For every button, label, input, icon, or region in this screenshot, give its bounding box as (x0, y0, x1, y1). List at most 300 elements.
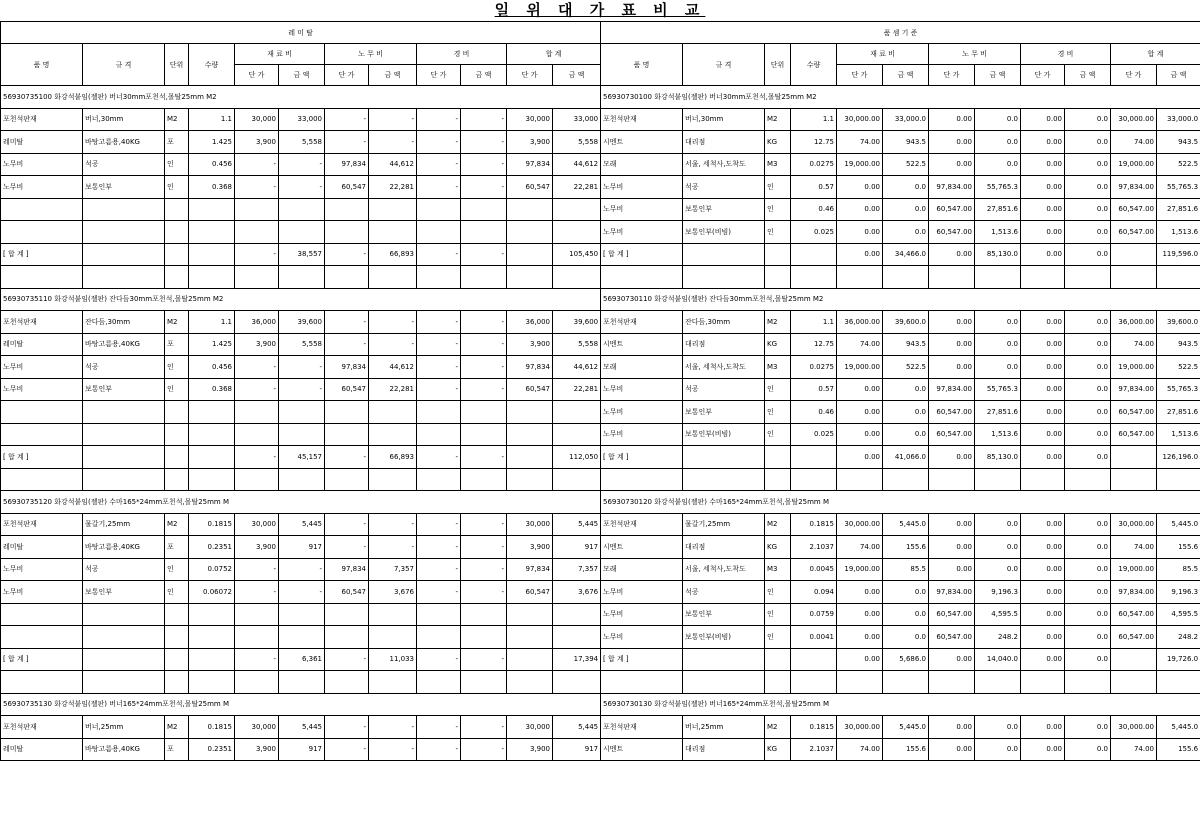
cell-material-amount: 5,558 (279, 131, 325, 154)
cell-total-unit-price (507, 198, 553, 221)
cell-material-unit-price (837, 671, 883, 694)
cell-unit: M2 (165, 108, 189, 131)
cell-expense-unit-price (417, 671, 461, 694)
table-row (1, 626, 601, 649)
cell-total-amount (553, 401, 601, 424)
cell-qty: 1.1 (189, 108, 235, 131)
cell-material-amount: 155.6 (883, 536, 929, 559)
cell-labor-amount: 85,130.0 (975, 446, 1021, 469)
hdr-labor-unit-price: 단 가 (325, 65, 369, 86)
cell-total-amount: 105,450 (553, 243, 601, 266)
cell-name: 시멘트 (601, 333, 683, 356)
cell-expense-unit-price: - (417, 131, 461, 154)
cell-material-unit-price (235, 198, 279, 221)
cell-labor-unit-price: 97,834.00 (929, 378, 975, 401)
cell-expense-amount: 0.0 (1065, 198, 1111, 221)
cell-expense-amount: 0.0 (1065, 626, 1111, 649)
cell-material-amount: 41,066.0 (883, 446, 929, 469)
cell-total-unit-price: 60,547 (507, 176, 553, 199)
cell-material-unit-price: 74.00 (837, 738, 883, 761)
cell-expense-amount: - (461, 153, 507, 176)
cell-qty: 0.368 (189, 176, 235, 199)
cell-name (601, 468, 683, 491)
cell-labor-unit-price: 0.00 (929, 536, 975, 559)
cell-expense-amount: 0.0 (1065, 603, 1111, 626)
hdr-labor-amount: 금 액 (975, 65, 1021, 86)
cell-name: 노무비 (1, 153, 83, 176)
page-title: 일 위 대 가 표 비 교 (494, 1, 706, 19)
cell-unit: 인 (165, 176, 189, 199)
cell-expense-unit-price: - (417, 176, 461, 199)
hdr-name: 품 명 (1, 44, 83, 86)
cell-labor-amount: 0.0 (975, 536, 1021, 559)
cell-labor-amount (975, 266, 1021, 289)
cell-unit: M3 (765, 356, 791, 379)
cell-total-unit-price: 30,000 (507, 108, 553, 131)
table-row (601, 446, 1200, 469)
cell-expense-amount: 0.0 (1065, 648, 1111, 671)
cell-name: 레미탈 (1, 131, 83, 154)
cell-unit (165, 266, 189, 289)
cell-total-amount: 155.6 (1157, 536, 1200, 559)
cell-labor-unit-price: - (325, 648, 369, 671)
table-row (1, 738, 601, 761)
cell-total-unit-price: 60,547.00 (1111, 603, 1157, 626)
cell-material-unit-price (235, 468, 279, 491)
cell-expense-amount: - (461, 333, 507, 356)
table-row (601, 153, 1200, 176)
cell-qty (189, 401, 235, 424)
cell-total-amount (553, 221, 601, 244)
left-panel (0, 21, 600, 819)
cell-unit: KG (765, 333, 791, 356)
cell-labor-unit-price: - (325, 311, 369, 334)
cell-qty: 2.1037 (791, 738, 837, 761)
cell-qty: 0.2351 (189, 738, 235, 761)
group-code-row (601, 491, 1200, 514)
cell-material-unit-price: 30,000 (235, 108, 279, 131)
cell-expense-amount: - (461, 131, 507, 154)
cell-expense-unit-price (417, 221, 461, 244)
cell-total-amount: 39,600.0 (1157, 311, 1200, 334)
cell-expense-amount: - (461, 513, 507, 536)
cell-name: [ 합 계 ] (1, 243, 83, 266)
cell-qty (189, 446, 235, 469)
cell-expense-unit-price: 0.00 (1021, 356, 1065, 379)
cell-labor-unit-price: - (325, 333, 369, 356)
cell-material-amount: 0.0 (883, 198, 929, 221)
cell-total-amount: 39,600 (553, 311, 601, 334)
cell-qty: 0.456 (189, 153, 235, 176)
cell-unit: M3 (765, 558, 791, 581)
cell-unit: M3 (765, 153, 791, 176)
cell-material-amount: 5,445.0 (883, 513, 929, 536)
cell-spec: 보통인부 (83, 378, 165, 401)
cell-qty: 0.1815 (189, 716, 235, 739)
hdr-material: 재 료 비 (837, 44, 929, 65)
cell-total-unit-price: 97,834 (507, 356, 553, 379)
cell-labor-unit-price (929, 266, 975, 289)
cell-expense-unit-price: 0.00 (1021, 198, 1065, 221)
cell-name (1, 221, 83, 244)
cell-name: 시멘트 (601, 536, 683, 559)
cell-expense-unit-price: - (417, 333, 461, 356)
cell-material-unit-price (235, 221, 279, 244)
cell-material-unit-price: 3,900 (235, 738, 279, 761)
cell-name: 노무비 (1, 378, 83, 401)
cell-material-unit-price: 0.00 (837, 176, 883, 199)
cell-total-unit-price: 97,834 (507, 558, 553, 581)
cell-unit: KG (765, 131, 791, 154)
table-row (1, 468, 601, 491)
cell-total-amount (1157, 266, 1200, 289)
cell-material-amount: 0.0 (883, 176, 929, 199)
cell-material-unit-price: 0.00 (837, 221, 883, 244)
cell-labor-unit-price: 97,834 (325, 356, 369, 379)
cell-qty (791, 266, 837, 289)
cell-expense-amount: - (461, 716, 507, 739)
cell-spec: 석공 (83, 356, 165, 379)
cell-unit (165, 198, 189, 221)
group-code-row (1, 86, 601, 109)
cell-labor-amount: 0.0 (975, 153, 1021, 176)
cell-total-amount: 9,196.3 (1157, 581, 1200, 604)
cell-spec (83, 198, 165, 221)
cell-total-unit-price (507, 446, 553, 469)
cell-material-amount: - (279, 356, 325, 379)
hdr-total: 합 계 (1111, 44, 1200, 65)
cell-material-amount (883, 468, 929, 491)
cell-expense-unit-price: - (417, 378, 461, 401)
cell-name: 노무비 (601, 581, 683, 604)
cell-qty: 1.1 (189, 311, 235, 334)
cell-name: 노무비 (1, 176, 83, 199)
table-row (1, 648, 601, 671)
table-row (601, 738, 1200, 761)
cell-labor-unit-price: 0.00 (929, 131, 975, 154)
cell-total-amount: 5,445 (553, 716, 601, 739)
cell-expense-unit-price: - (417, 558, 461, 581)
cell-labor-unit-price: - (325, 108, 369, 131)
cell-expense-amount (461, 266, 507, 289)
cell-total-unit-price: 60,547.00 (1111, 198, 1157, 221)
cell-material-amount: - (279, 153, 325, 176)
table-row (601, 716, 1200, 739)
cell-spec: 잔다듬,30mm (683, 311, 765, 334)
cell-material-unit-price: 36,000 (235, 311, 279, 334)
group-code-row (1, 693, 601, 716)
cell-spec (683, 648, 765, 671)
cell-material-amount: 6,361 (279, 648, 325, 671)
table-row (601, 108, 1200, 131)
cell-spec: 버너,30mm (83, 108, 165, 131)
cell-labor-amount (369, 423, 417, 446)
table-row (1, 356, 601, 379)
cell-material-unit-price (235, 603, 279, 626)
cell-labor-unit-price (929, 671, 975, 694)
cell-name (1, 266, 83, 289)
cell-name (601, 671, 683, 694)
cell-expense-unit-price: - (417, 738, 461, 761)
cell-total-amount: 1,513.6 (1157, 221, 1200, 244)
cell-material-amount: 0.0 (883, 378, 929, 401)
cell-labor-amount: 14,040.0 (975, 648, 1021, 671)
cell-labor-amount: 0.0 (975, 333, 1021, 356)
cell-expense-amount: 0.0 (1065, 108, 1111, 131)
cell-labor-amount (369, 671, 417, 694)
hdr-material: 재 료 비 (235, 44, 325, 65)
cell-expense-amount: - (461, 378, 507, 401)
cell-qty (189, 626, 235, 649)
cell-qty (189, 423, 235, 446)
table-row (601, 626, 1200, 649)
cell-total-amount (553, 198, 601, 221)
cell-expense-amount: - (461, 558, 507, 581)
cell-name: [ 합 계 ] (601, 648, 683, 671)
cell-total-amount: 44,612 (553, 153, 601, 176)
cell-labor-unit-price: 97,834 (325, 558, 369, 581)
cell-qty (189, 221, 235, 244)
table-row (1, 108, 601, 131)
cell-qty: 0.456 (189, 356, 235, 379)
cell-spec: 대리점 (683, 536, 765, 559)
cell-total-amount: 943.5 (1157, 131, 1200, 154)
cell-total-unit-price: 74.00 (1111, 536, 1157, 559)
cell-total-unit-price (1111, 648, 1157, 671)
cell-unit: 인 (765, 626, 791, 649)
group-code: 56930735100 화강석붙임(젤판) 버너30mm포천석,몰탈25mm M2 (1, 86, 601, 109)
cell-total-unit-price: 74.00 (1111, 738, 1157, 761)
cell-labor-amount: 66,893 (369, 446, 417, 469)
cell-material-amount: 0.0 (883, 603, 929, 626)
cell-labor-amount: 7,357 (369, 558, 417, 581)
hdr-total-amount: 금 액 (1157, 65, 1200, 86)
cell-expense-unit-price: - (417, 513, 461, 536)
group-code-row (1, 288, 601, 311)
cell-name: 노무비 (601, 221, 683, 244)
cell-name: 포천석판재 (1, 311, 83, 334)
cell-total-unit-price (1111, 446, 1157, 469)
hdr-total-unit-price: 단 가 (507, 65, 553, 86)
table-row (1, 603, 601, 626)
cell-labor-unit-price: 0.00 (929, 446, 975, 469)
cell-labor-amount: 9,196.3 (975, 581, 1021, 604)
cell-qty (791, 671, 837, 694)
cell-total-amount: 33,000 (553, 108, 601, 131)
cell-labor-amount: 55,765.3 (975, 176, 1021, 199)
hdr-expense-unit-price: 단 가 (1021, 65, 1065, 86)
cell-expense-unit-price: 0.00 (1021, 221, 1065, 244)
cell-name: 노무비 (601, 603, 683, 626)
cell-total-unit-price: 97,834.00 (1111, 176, 1157, 199)
cell-labor-unit-price (325, 266, 369, 289)
hdr-labor: 노 무 비 (325, 44, 417, 65)
cell-total-unit-price: 60,547 (507, 378, 553, 401)
cell-labor-unit-price: 60,547.00 (929, 221, 975, 244)
cell-name (601, 266, 683, 289)
cell-expense-unit-price: 0.00 (1021, 333, 1065, 356)
cell-unit (165, 446, 189, 469)
hdr-expense-amount: 금 액 (461, 65, 507, 86)
cell-total-amount: 522.5 (1157, 153, 1200, 176)
cell-labor-amount: 1,513.6 (975, 221, 1021, 244)
cell-total-unit-price (507, 648, 553, 671)
cell-qty: 0.0041 (791, 626, 837, 649)
cell-total-amount: 27,851.6 (1157, 401, 1200, 424)
cell-total-unit-price: 36,000.00 (1111, 311, 1157, 334)
cell-total-amount: 5,558 (553, 131, 601, 154)
cell-expense-unit-price (1021, 671, 1065, 694)
cell-total-amount (1157, 671, 1200, 694)
table-row (601, 221, 1200, 244)
cell-spec: 대리점 (683, 333, 765, 356)
cell-labor-amount: 22,281 (369, 378, 417, 401)
cell-expense-unit-price: - (417, 243, 461, 266)
cell-total-amount: 3,676 (553, 581, 601, 604)
cell-material-unit-price: - (235, 153, 279, 176)
hdr-labor: 노 무 비 (929, 44, 1021, 65)
cell-labor-amount (369, 198, 417, 221)
cell-expense-amount: - (461, 311, 507, 334)
cell-total-unit-price: 60,547.00 (1111, 626, 1157, 649)
cell-total-amount: 943.5 (1157, 333, 1200, 356)
cell-material-amount: 522.5 (883, 153, 929, 176)
cell-total-unit-price: 60,547 (507, 581, 553, 604)
cell-unit (765, 648, 791, 671)
cell-expense-unit-price: - (417, 536, 461, 559)
cell-expense-unit-price (417, 198, 461, 221)
cell-name: [ 합 계 ] (1, 446, 83, 469)
cell-qty (189, 198, 235, 221)
cell-qty: 0.368 (189, 378, 235, 401)
cell-labor-amount (369, 266, 417, 289)
cell-labor-amount: 27,851.6 (975, 401, 1021, 424)
cell-material-unit-price: - (235, 378, 279, 401)
cell-labor-amount: 44,612 (369, 153, 417, 176)
cell-labor-amount (975, 468, 1021, 491)
cell-qty: 0.0275 (791, 153, 837, 176)
cell-unit: 포 (165, 333, 189, 356)
group-code-row (601, 693, 1200, 716)
cell-name (1, 626, 83, 649)
cell-labor-unit-price: 60,547.00 (929, 423, 975, 446)
cell-unit: 인 (765, 423, 791, 446)
cell-unit (165, 603, 189, 626)
table-row (601, 603, 1200, 626)
cell-labor-amount: 55,765.3 (975, 378, 1021, 401)
cell-name: [ 합 계 ] (601, 243, 683, 266)
cell-labor-amount: 66,893 (369, 243, 417, 266)
cell-labor-amount (369, 603, 417, 626)
cell-name (1, 603, 83, 626)
cell-unit (165, 423, 189, 446)
cell-labor-unit-price: - (325, 446, 369, 469)
table-row (1, 378, 601, 401)
cell-qty: 1.425 (189, 333, 235, 356)
cell-unit: 인 (765, 221, 791, 244)
cell-spec: 석공 (683, 378, 765, 401)
cell-labor-unit-price: - (325, 513, 369, 536)
cell-expense-amount (1065, 266, 1111, 289)
cell-material-unit-price: 0.00 (837, 243, 883, 266)
cell-unit (165, 626, 189, 649)
cell-expense-amount: 0.0 (1065, 333, 1111, 356)
cell-unit (765, 446, 791, 469)
cell-spec (83, 626, 165, 649)
cell-total-amount: 33,000.0 (1157, 108, 1200, 131)
cell-expense-amount: 0.0 (1065, 581, 1111, 604)
cell-spec (83, 446, 165, 469)
cell-spec (683, 671, 765, 694)
cell-labor-unit-price (325, 603, 369, 626)
cell-qty: 0.0045 (791, 558, 837, 581)
table-row (1, 716, 601, 739)
cell-labor-amount: - (369, 311, 417, 334)
cell-name: 노무비 (601, 378, 683, 401)
cell-name: 노무비 (1, 581, 83, 604)
cell-expense-unit-price: 0.00 (1021, 603, 1065, 626)
cell-total-unit-price: 30,000.00 (1111, 513, 1157, 536)
cell-total-unit-price: 30,000 (507, 716, 553, 739)
cell-unit (165, 243, 189, 266)
cell-expense-amount: - (461, 243, 507, 266)
cell-total-unit-price (507, 603, 553, 626)
table-row (1, 311, 601, 334)
left-section-title: 레 미 탈 (1, 22, 601, 44)
cell-total-amount: 5,558 (553, 333, 601, 356)
cell-total-unit-price (507, 468, 553, 491)
cell-labor-unit-price: 0.00 (929, 648, 975, 671)
cell-labor-unit-price: 0.00 (929, 243, 975, 266)
cell-qty: 12.75 (791, 333, 837, 356)
right-section-title: 품 셈 기 준 (601, 22, 1200, 44)
cell-expense-unit-price: 0.00 (1021, 401, 1065, 424)
cell-name: 노무비 (601, 401, 683, 424)
cell-labor-amount: 248.2 (975, 626, 1021, 649)
cell-material-unit-price: - (235, 243, 279, 266)
cell-unit: M2 (165, 513, 189, 536)
hdr-qty: 수량 (791, 44, 837, 86)
cell-unit (165, 648, 189, 671)
cell-expense-unit-price: 0.00 (1021, 378, 1065, 401)
table-row (601, 266, 1200, 289)
cell-labor-amount: 0.0 (975, 558, 1021, 581)
cell-qty: 0.0275 (791, 356, 837, 379)
cell-spec: 물갈기,25mm (83, 513, 165, 536)
cell-expense-unit-price: - (417, 446, 461, 469)
cell-labor-amount: 44,612 (369, 356, 417, 379)
cell-spec (83, 648, 165, 671)
cell-total-unit-price: 3,900 (507, 131, 553, 154)
hdr-spec: 규 격 (683, 44, 765, 86)
cell-spec (683, 243, 765, 266)
cell-total-amount: 5,445.0 (1157, 716, 1200, 739)
cell-spec (83, 221, 165, 244)
hdr-expense: 경 비 (417, 44, 507, 65)
cell-expense-amount (461, 671, 507, 694)
cell-total-unit-price: 60,547.00 (1111, 423, 1157, 446)
cell-labor-amount: 0.0 (975, 716, 1021, 739)
table-row (601, 401, 1200, 424)
cell-labor-unit-price (325, 423, 369, 446)
cell-expense-amount (461, 626, 507, 649)
cell-spec: 보통인부 (83, 176, 165, 199)
cell-material-amount: 39,600 (279, 311, 325, 334)
cell-material-amount: 943.5 (883, 131, 929, 154)
cell-qty (791, 648, 837, 671)
cell-qty: 0.1815 (791, 716, 837, 739)
cell-material-unit-price: 0.00 (837, 446, 883, 469)
